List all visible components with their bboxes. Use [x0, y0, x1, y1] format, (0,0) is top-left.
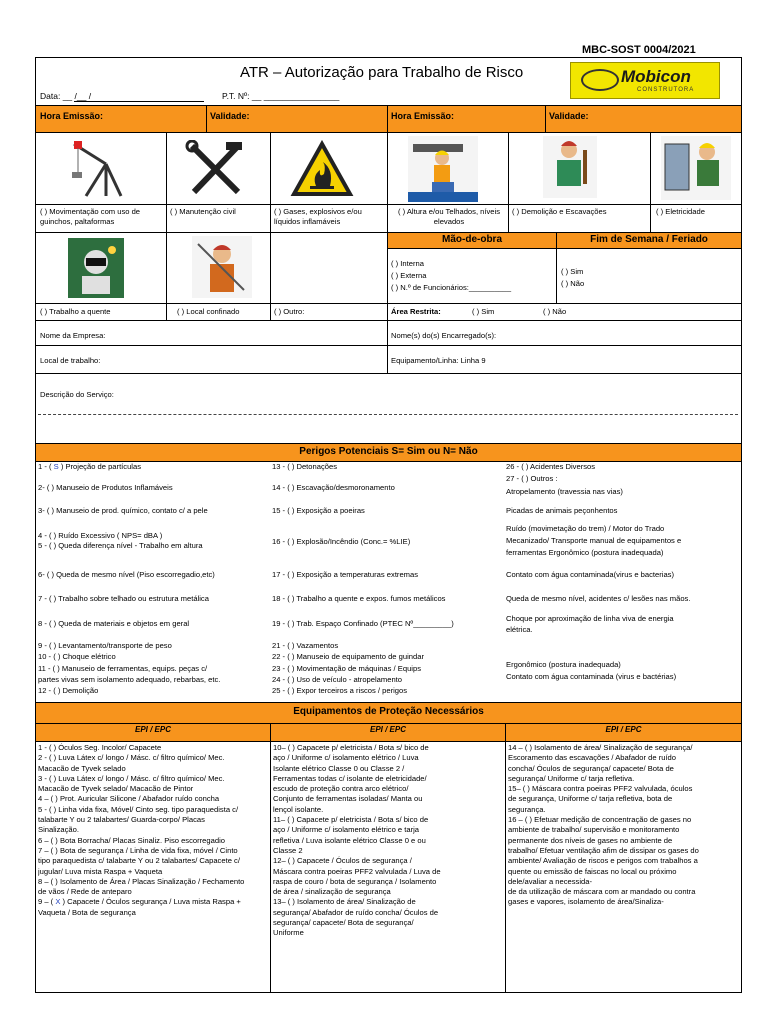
mao-de-obra-externa[interactable]: ( ) Externa [391, 271, 427, 280]
epi-col2-line: segurança/ Abafador de ruído concha/ Óculos de [273, 907, 439, 917]
epi-col1-line[interactable]: 1 - ( ) Óculos Seg. Incolor/ Capacete [38, 743, 162, 752]
equipamento-field[interactable]: Equipamento/Linha: Linha 9 [391, 356, 486, 365]
perigo-22[interactable]: 22 - ( ) Manuseio de equipamento de guindar [272, 652, 424, 661]
perigo-12[interactable]: 12 - ( ) Demolição [38, 686, 99, 695]
perigo-27-ergonomico-2: Ergonômico (postura inadequada) [506, 660, 621, 669]
perigo-27-picadas: Picadas de animais peçonhentos [506, 506, 618, 515]
perigo-27[interactable]: 27 - ( ) Outros : [506, 474, 558, 483]
perigo-27-choque: Choque por aproximação de linha viva de energia [506, 614, 674, 623]
epi-column-3 [508, 743, 739, 908]
epi-col3-line[interactable]: 16 – ( ) Efetuar medição de concentração de gases no [508, 815, 692, 825]
perigo-27-agua-2: Contato com água contaminada (virus e bactérias) [506, 672, 677, 681]
perigo-27-ergonomico: ferramentas Ergonômico (postura inadequada) [506, 548, 664, 557]
epi-col3-line: ambiente de trabalho/ supervisão e monitoramento [508, 825, 680, 835]
epi-col1-line[interactable]: 7 – ( ) Bota de segurança / Linha de vida fixa, móvel / Cinto [38, 845, 238, 855]
crane-platform-icon [66, 136, 132, 200]
epi-col3-line: quente ou emissão de faiscas no local ou próximo [508, 866, 677, 876]
epi-col3-line: segurança/ Uniforme c/ tarja refletiva. [508, 773, 635, 783]
epi-col3-line: segurança. [508, 804, 546, 814]
epi-col1-line[interactable]: 6 – ( ) Bota Borracha/ Placas Sinaliz. Piso escorregadio [38, 835, 225, 845]
epi-col1-line: Macacão de Tyvek selado/ Macacão de Pintor [38, 784, 194, 794]
epi-header-2: EPI / EPC [369, 725, 406, 734]
perigo-11[interactable]: 11 - ( ) Manuseio de ferramentas, equips. peças c/ [38, 664, 208, 673]
date-line [74, 101, 204, 102]
epi-column-1 [38, 743, 268, 918]
perigos-title: Perigos Potenciais S= Sim ou N= Não [299, 446, 478, 457]
epi-col2-line[interactable]: 10– ( ) Capacete p/ eletricista / Bota s/ bico de [273, 743, 429, 752]
logo-subtitle: CONSTRUTORA [637, 87, 695, 93]
epi-col2-line[interactable]: 13– ( ) Isolamento de área/ Sinalização de [273, 897, 416, 907]
epi-col2-line: lençol isolante. [273, 804, 324, 814]
validade-2[interactable]: Validade: [549, 111, 589, 121]
perigo-27-choque-cont: elétrica. [506, 625, 533, 634]
epi-title: Equipamentos de Proteção Necessários [293, 706, 484, 717]
perigo-13[interactable]: 13 - ( ) Detonações [272, 462, 337, 471]
epi-col2-line: refletiva / Luva isolante elétrico Classe 0 e ou [273, 835, 426, 845]
fim-semana-sim[interactable]: ( ) Sim [561, 267, 584, 276]
logo-emblem-icon [581, 69, 619, 91]
perigo-23[interactable]: 23 - ( ) Movimentação de máquinas / Equips [272, 664, 421, 673]
epi-col2-line: aço / Uniforme c/ isolamento elétrico / Luva [273, 753, 419, 763]
activity-manutencao[interactable]: ( ) Manutenção civil [170, 207, 236, 216]
activity-movimentacao[interactable]: ( ) Movimentação com uso de guinchos, paltaformas [40, 207, 141, 226]
perigo-27-agua: Contato com água contaminada(virus e bacterias) [506, 570, 674, 579]
perigo-10[interactable]: 10 - ( ) Choque elétrico [38, 652, 116, 661]
company-logo [570, 62, 720, 99]
epi-col1-line: tipo paraquedista c/ talabarte Y ou 2 talabartes/ Capacete c/ [38, 856, 240, 866]
validade-1[interactable]: Validade: [210, 111, 250, 121]
epi-col3-line: Escoramento das escavações / Abafador de ruído [508, 753, 677, 763]
activity-demolicao[interactable]: ( ) Demolição e Escavações [512, 207, 607, 216]
epi-col1-line[interactable]: 2 - ( ) Luva Látex c/ longo / Másc. c/ filtro químico/ Mec. [38, 753, 225, 763]
time-bar [36, 106, 741, 132]
perigo-25[interactable]: 25 - ( ) Expor terceiros a riscos / perigos [272, 686, 408, 695]
area-restrita-sim[interactable]: ( ) Sim [472, 307, 495, 316]
perigo-15[interactable]: 15 - ( ) Exposição a poeiras [272, 506, 365, 515]
epi-col1-line: jugular/ Luva mista Raspa + Vaqueta [38, 866, 163, 876]
perigo-3[interactable]: 3- ( ) Manuseio de prod. químico, contato c/ a pele [38, 506, 208, 515]
epi-col2-line: Classe 2 [273, 845, 303, 855]
activity-outro[interactable]: ( ) Outro: [274, 307, 305, 316]
epi-col2-line: escudo de proteção contra arco elétrico/ [273, 784, 409, 794]
epi-column-2 [273, 743, 503, 939]
epi-col2-line: raspa de couro / bota de segurança / Isolamento [273, 876, 437, 886]
epi-col1-line[interactable]: 8 – ( ) Isolamento de Área / Placas Sinalização / Fechamento [38, 876, 245, 886]
epi-col2-line: de área / sinalização de segurança [273, 887, 391, 897]
epi-col3-line: gases e vapores, isolamento de área/Sinaliza- [508, 897, 664, 907]
activity-gases[interactable]: ( ) Gases, explosivos e/ou líquidos inflamáveis [274, 207, 362, 226]
perigo-27-atropelamento: Atropelamento (travessia nas vias) [506, 487, 623, 496]
epi-header-1: EPI / EPC [134, 725, 171, 734]
epi-col1-line: Vaqueta / Bota de segurança [38, 907, 136, 917]
activity-eletricidade[interactable]: ( ) Eletricidade [656, 207, 705, 216]
perigo-7[interactable]: 7 - ( ) Trabalho sobre telhado ou estrutura metálica [38, 594, 209, 603]
perigo-5[interactable]: 5 - ( ) Queda diferença nível - Trabalho em altura [38, 541, 203, 550]
height-work-icon [408, 136, 478, 202]
mao-de-obra-funcionarios[interactable]: ( ) N.º de Funcionários:__________ [391, 283, 512, 292]
perigo-27-ruido: Ruído (movimetação do trem) / Motor do Trado [506, 524, 665, 533]
demolition-icon [543, 136, 597, 198]
activity-altura[interactable]: ( ) Altura e/ou Telhados, níveis elevados [397, 207, 500, 226]
epi-col1-line[interactable]: 9 – ( X ) Capacete / Óculos segurança / Luva mista Raspa + [38, 897, 241, 907]
hot-work-icon [68, 238, 124, 298]
tools-icon [184, 140, 248, 198]
flammable-warning-icon [290, 140, 354, 198]
perigo-19[interactable]: 19 - ( ) Trab. Espaço Confinado (PTEC Nº_________) [272, 619, 454, 628]
perigo-26[interactable]: 26 - ( ) Acidentes Diversos [506, 462, 596, 471]
logo-name: Mobicon [621, 67, 691, 86]
epi-col3-line: concha/ Óculos de segurança/ capacete/ Bota de [508, 763, 674, 773]
form-title: ATR – Autorização para Trabalho de Risco [240, 64, 524, 81]
date-label: Data: __ /__ / [40, 91, 92, 101]
pt-label[interactable]: P.T. Nº: __ ________________ [222, 91, 340, 101]
epi-col3-line: trabalho/ Efetuar ventilação afim de dissipar os gases do [508, 845, 699, 855]
perigo-8[interactable]: 8 - ( ) Queda de materiais e objetos em geral [38, 619, 190, 628]
perigo-21[interactable]: 21 - ( ) Vazamentos [272, 641, 339, 650]
electricity-icon [661, 136, 731, 200]
perigo-16[interactable]: 16 - ( ) Explosão/Incêndio (Conc.= %LIE) [272, 537, 411, 546]
epi-col1-line[interactable]: 4 – ( ) Prot. Auricular Silicone / Abafador ruído concha [38, 794, 220, 804]
perigo-6[interactable]: 6- ( ) Queda de mesmo nível (Piso escorregadio,etc) [38, 570, 215, 579]
epi-col3-line: permanente dos níveis de gases no ambiente de [508, 835, 673, 845]
epi-col2-line: Máscara contra poeiras PFF2 valvulada / Luva de [273, 866, 441, 876]
descricao-field[interactable]: Descrição do Serviço: [40, 390, 114, 399]
epi-col1-line: talabarte Y ou 2 talabartes/ Guarda-corpo/ Placas [38, 815, 205, 825]
perigo-14[interactable]: 14 - ( ) Escavação/desmoronamento [272, 483, 395, 492]
mao-de-obra-title: Mão-de-obra [442, 234, 502, 245]
epi-col3-line[interactable]: 15– ( ) Máscara contra poeiras PFF2 valvulada, óculos [508, 784, 693, 794]
perigo-4[interactable]: 4 - ( ) Ruído Excessivo ( NPS= dBA ) [38, 531, 163, 540]
confined-space-icon [192, 236, 252, 298]
hora-emissao-1[interactable]: Hora Emissão: [40, 111, 104, 121]
epi-col3-line: dele/avaliar a necessida- [508, 876, 593, 886]
epi-col1-line: Sinalização. [38, 825, 79, 835]
epi-col2-line: Conjunto de ferramentas isoladas/ Manta ou [273, 794, 423, 804]
encarregado-field[interactable]: Nome(s) do(s) Encarregado(s): [391, 331, 497, 340]
perigo-27-queda: Queda de mesmo nível, acidentes c/ lesões nas mãos. [506, 594, 691, 603]
epi-col3-line: de segurança, Uniforme c/ tarja refletiva, bota de [508, 794, 673, 804]
epi-header-3: EPI / EPC [605, 725, 642, 734]
epi-col1-line: de vãos / Rede de anteparo [38, 887, 132, 897]
epi-col2-line[interactable]: 12– ( ) Capacete / Óculos de segurança / [273, 856, 412, 866]
perigo-18[interactable]: 18 - ( ) Trabalho a quente e expos. fumos metálicos [272, 594, 446, 603]
perigo-9[interactable]: 9 - ( ) Levantamento/transporte de peso [38, 641, 172, 650]
epi-col1-line: Macacão de Tyvek selado [38, 763, 126, 773]
epi-col2-line: segurança/ capacete/ Bota de segurança/ [273, 918, 414, 928]
perigo-27-transporte: Mecanizado/ Transporte manual de equipamentos e [506, 536, 682, 545]
epi-col1-line[interactable]: 5 - ( ) Linha vida fixa, Móvel/ Cinto seg. tipo paraquedista c/ [38, 804, 239, 814]
fim-semana-nao[interactable]: ( ) Não [561, 279, 585, 288]
descricao-line [38, 414, 738, 415]
activity-local-confinado[interactable]: ( ) Local confinado [177, 307, 240, 316]
local-field[interactable]: Local de trabalho: [40, 356, 101, 365]
activity-trabalho-quente[interactable]: ( ) Trabalho a quente [40, 307, 111, 316]
epi-col2-line: Isolante elétrico Classe 0 ou Classe 2 / [273, 763, 405, 773]
mao-de-obra-interna[interactable]: ( ) Interna [391, 259, 424, 268]
fim-de-semana-title: Fim de Semana / Feriado [590, 234, 708, 245]
document-code: MBC-SOST 0004/2021 [582, 44, 696, 56]
epi-col2-line: Ferramentas todas c/ isolante de eletricidade/ [273, 773, 427, 783]
area-restrita-label: Área Restrita: [391, 307, 441, 316]
perigo-11-cont: partes vivas sem isolamento adequado, rebarbas, etc. [38, 675, 221, 684]
epi-col2-line: aço / Uniforme c/ isolamento elétrico e tarja [273, 825, 420, 835]
epi-col3-line: de da utilização de máscara com ar mandado ou contra [508, 887, 696, 897]
epi-col3-line: ambiente/ Avaliação de riscos e perigos com trabalhos a [508, 856, 698, 866]
epi-col1-line[interactable]: 3 - ( ) Luva Látex c/ longo / Másc. c/ filtro químico/ Mec. [38, 773, 225, 783]
perigo-24[interactable]: 24 - ( ) Uso de veículo - atropelamento [272, 675, 402, 684]
epi-col2-line[interactable]: 11– ( ) Capacete p/ eletricista / Bota s/ bico de [273, 815, 429, 825]
area-restrita-nao[interactable]: ( ) Não [543, 307, 567, 316]
epi-col2-line: Uniforme [273, 928, 304, 938]
hora-emissao-2[interactable]: Hora Emissão: [391, 111, 455, 121]
epi-col3-line[interactable]: 14 – ( ) Isolamento de área/ Sinalização de segurança/ [508, 743, 693, 752]
empresa-field[interactable]: Nome da Empresa: [40, 331, 106, 340]
perigo-2[interactable]: 2- ( ) Manuseio de Produtos Inflamáveis [38, 483, 173, 492]
perigo-1[interactable]: 1 - ( S ) Projeção de partículas [38, 462, 142, 471]
perigo-17[interactable]: 17 - ( ) Exposição a temperaturas extremas [272, 570, 419, 579]
